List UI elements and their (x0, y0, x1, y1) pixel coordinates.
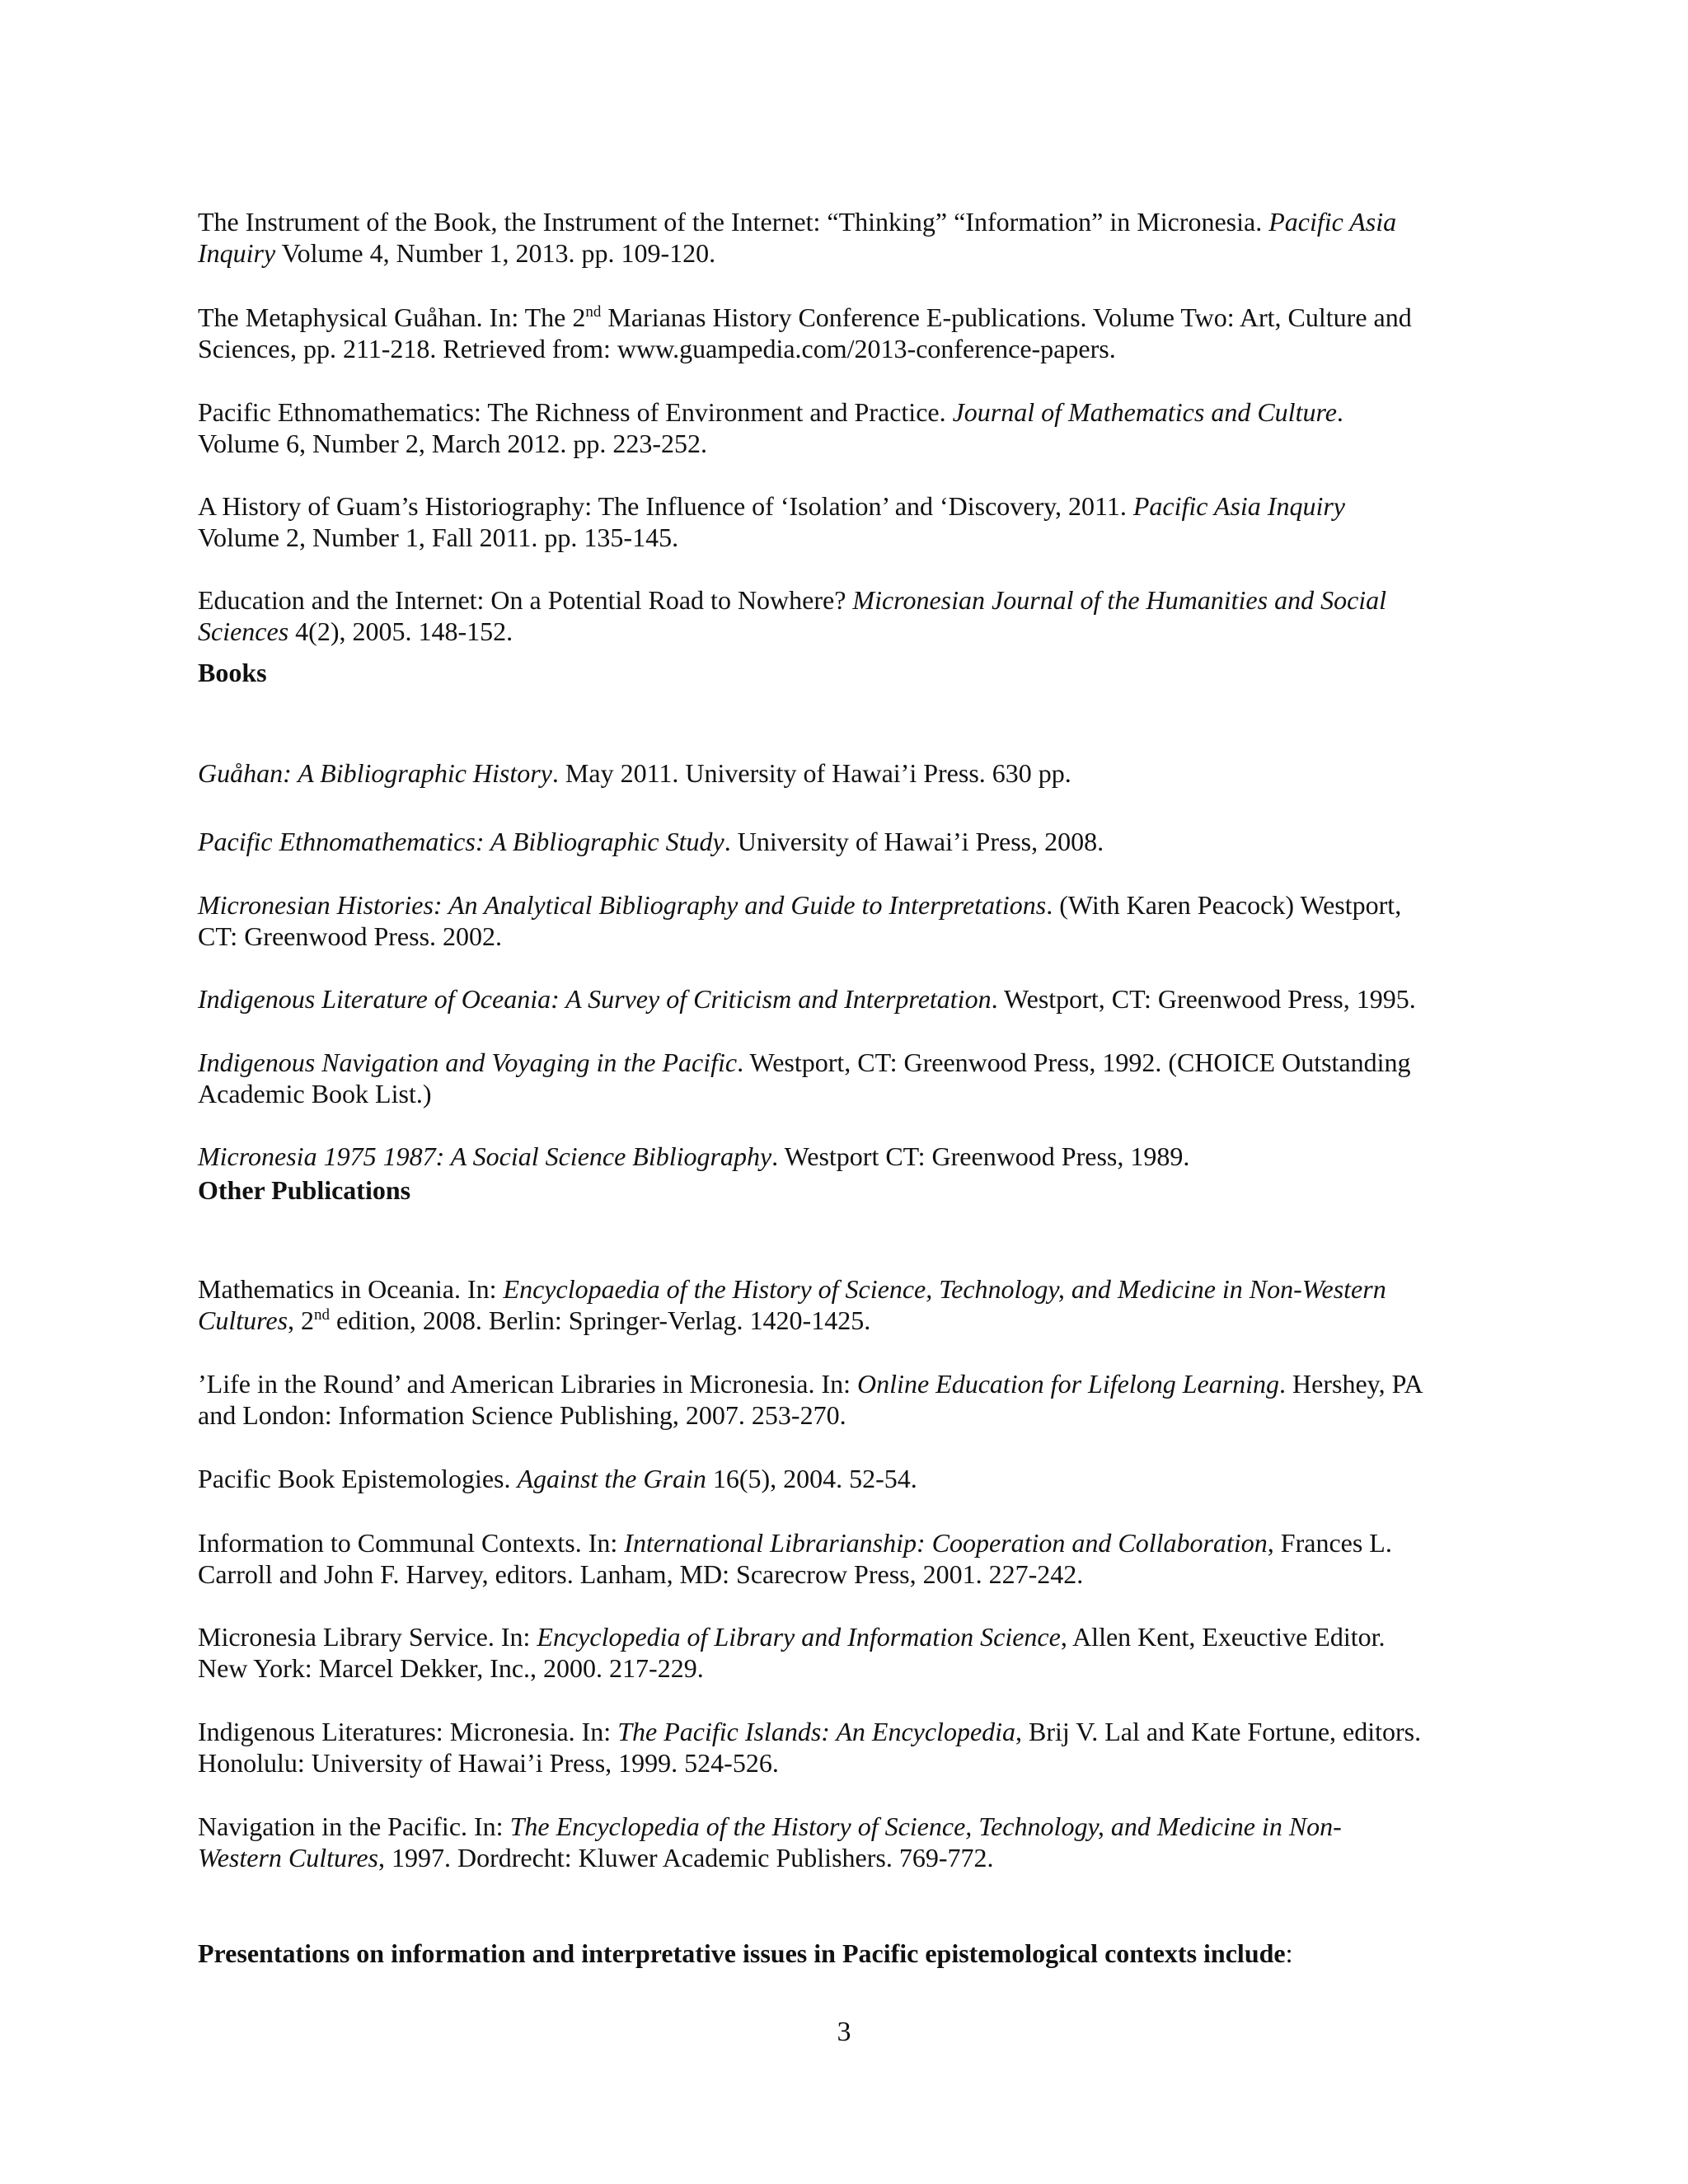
book-entry: Indigenous Navigation and Voyaging in the Pacific. Westport, CT: Greenwood Press, 1992. (CHOICE Outstanding Academic Book List.) (198, 1047, 1411, 1108)
book-entry: Guåhan: A Bibliographic History. May 2011. University of Hawai’i Press. 630 pp. (198, 758, 1071, 788)
publication-entry: Micronesia Library Service. In: Encyclopedia of Library and Information Science, Allen Kent, Exeuctive Editor. New York: Marcel Dekker, Inc., 2000. 217-229. (198, 1622, 1386, 1683)
book-entry: Pacific Ethnomathematics: A Bibliographic Study. University of Hawai’i Press, 2008. (198, 827, 1104, 856)
publication-entry: Information to Communal Contexts. In: International Librarianship: Cooperation and Collaboration, Frances L. Carroll and John F. Harvey, editors. Lanham, MD: Scarecrow Press, 2001. 227-242. (198, 1528, 1392, 1589)
page-number: 3 (837, 2017, 851, 2047)
article-entry: Education and the Internet: On a Potential Road to Nowhere? Micronesian Journal of the Humanities and Social Sciences 4(2), 2005. 148-152. (198, 585, 1387, 646)
publication-entry: Navigation in the Pacific. In: The Encyclopedia of the History of Science, Technology, and Medicine in Non- Western Cultures, 1997. Dordrecht: Kluwer Academic Publishers. 769-772. (198, 1811, 1342, 1872)
book-entry: Indigenous Literature of Oceania: A Survey of Criticism and Interpretation. Westport, CT: Greenwood Press, 1995. (198, 984, 1416, 1014)
article-entry: The Instrument of the Book, the Instrument of the Internet: “Thinking” “Information” in Micronesia. Pacific Asia Inquiry Volume 4, Number 1, 2013. pp. 109-120. (198, 207, 1397, 268)
publication-entry: Pacific Book Epistemologies. Against the Grain 16(5), 2004. 52-54. (198, 1464, 917, 1493)
books-heading: Books (198, 658, 267, 687)
book-entry: Micronesia 1975 1987: A Social Science Bibliography. Westport CT: Greenwood Press, 1989. (198, 1141, 1190, 1171)
presentations-heading: Presentations on information and interpretative issues in Pacific epistemological contexts include: (198, 1938, 1293, 1968)
publication-entry: Indigenous Literatures: Micronesia. In: The Pacific Islands: An Encyclopedia, Brij V. Lal and Kate Fortune, editors. Honolulu: University of Hawai’i Press, 1999. 524-526. (198, 1717, 1422, 1778)
article-entry: Pacific Ethnomathematics: The Richness of Environment and Practice. Journal of Mathematics and Culture. Volume 6, Number 2, March 2012. pp. 223-252. (198, 397, 1343, 458)
publication-entry: Mathematics in Oceania. In: Encyclopaedia of the History of Science, Technology, and Medicine in Non-Western Cultures, 2nd edition, 2008. Berlin: Springer-Verlag. 1420-1425. (198, 1274, 1386, 1335)
other-publications-heading: Other Publications (198, 1175, 411, 1205)
article-entry: A History of Guam’s Historiography: The Influence of ‘Isolation’ and ‘Discovery, 2011. Pacific Asia Inquiry Volume 2, Number 1, Fall 2011. pp. 135-145. (198, 491, 1345, 552)
publication-entry: ’Life in the Round’ and American Libraries in Micronesia. In: Online Education for Lifelong Learning. Hershey, PA and London: Information Science Publishing, 2007. 253-270. (198, 1369, 1423, 1430)
book-entry: Micronesian Histories: An Analytical Bibliography and Guide to Interpretations. (With Karen Peacock) Westport, CT: Greenwood Press. 2002. (198, 890, 1402, 951)
article-entry: The Metaphysical Guåhan. In: The 2nd Marianas History Conference E-publications. Volume Two: Art, Culture and Sciences, pp. 211-218. Retrieved from: www.guampedia.com/2013-conference-papers. (198, 302, 1412, 363)
